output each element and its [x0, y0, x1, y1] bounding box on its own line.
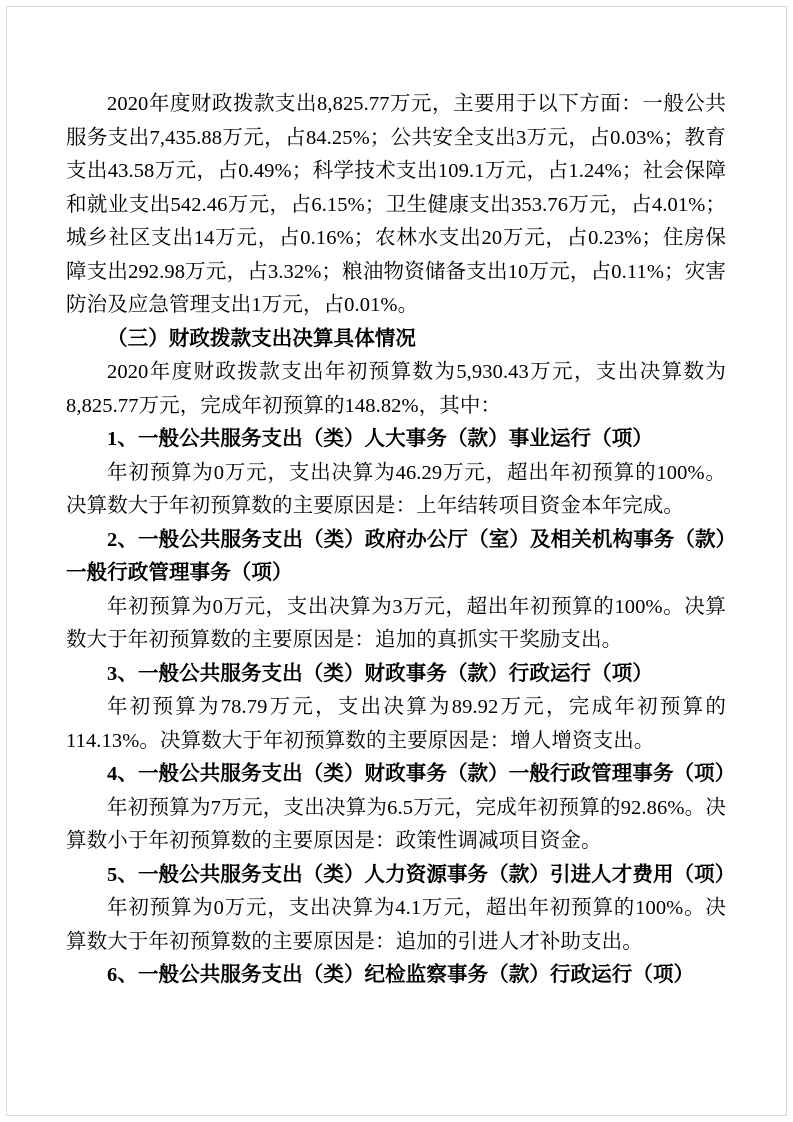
heading-item-1: 1、一般公共服务支出（类）人大事务（款）事业运行（项）	[107, 428, 653, 450]
heading-item-6: 6、一般公共服务支出（类）纪检监察事务（款）行政运行（项）	[107, 964, 695, 986]
paragraph-item-4-body: 年初预算为7万元，支出决算为6.5万元，完成年初预算的92.86%。决算数小于年初预算数的主要原因是：政策性调减项目资金。	[66, 796, 726, 852]
paragraph-expenditure-summary: 2020年度财政拨款支出8,825.77万元，主要用于以下方面：一般公共服务支出7,435.88万元，占84.25%；公共安全支出3万元，占0.03%；教育支出43.58万元，占0.49%；科学技术支出109.1万元，占1.24%；社会保障和就业支出542.46万元，占6.15%；卫生健康支出353.76万元，占4.01%；城乡社区支出14万元，占0.16%；农林水支出20万元，占0.23%；住房保障支出292.98万元，占3.32%；粮油物资储备支出10万元，占0.11%；灾害防治及应急管理支出1万元，占0.01%。	[66, 93, 726, 316]
paragraph-item-1-body: 年初预算为0万元，支出决算为46.29万元，超出年初预算的100%。决算数大于年初预算数的主要原因是：上年结转项目资金本年完成。	[66, 461, 726, 517]
heading-item-3: 3、一般公共服务支出（类）财政事务（款）行政运行（项）	[107, 662, 653, 685]
paragraph-section-three-body: 2020年度财政拨款支出年初预算数为5,930.43万元，支出决算数为8,825.77万元，完成年初预算的148.82%，其中：	[66, 361, 726, 417]
paragraph-item-3-body: 年初预算为78.79万元，支出决算为89.92万元，完成年初预算的114.13%。决算数大于年初预算数的主要原因是：增人增资支出。	[66, 696, 726, 752]
heading-item-4: 4、一般公共服务支出（类）财政事务（款）一般行政管理事务（项）	[107, 763, 736, 785]
document-body	[66, 88, 736, 993]
heading-item-2: 2、一般公共服务支出（类）政府办公厅（室）及相关机构事务（款）一般行政管理事务（项）	[66, 528, 726, 584]
heading-item-5: 5、一般公共服务支出（类）人力资源事务（款）引进人才费用（项）	[107, 863, 736, 886]
paragraph-item-5-body: 年初预算为0万元，支出决算为4.1万元，超出年初预算的100%。决算数大于年初预算数的主要原因是：追加的引进人才补助支出。	[66, 897, 726, 953]
paragraph-item-2-body: 年初预算为0万元，支出决算为3万元，超出年初预算的100%。决算数大于年初预算数的主要原因是：追加的真抓实干奖励支出。	[66, 595, 726, 651]
heading-section-three: （三）财政拨款支出决算具体情况	[107, 327, 416, 350]
